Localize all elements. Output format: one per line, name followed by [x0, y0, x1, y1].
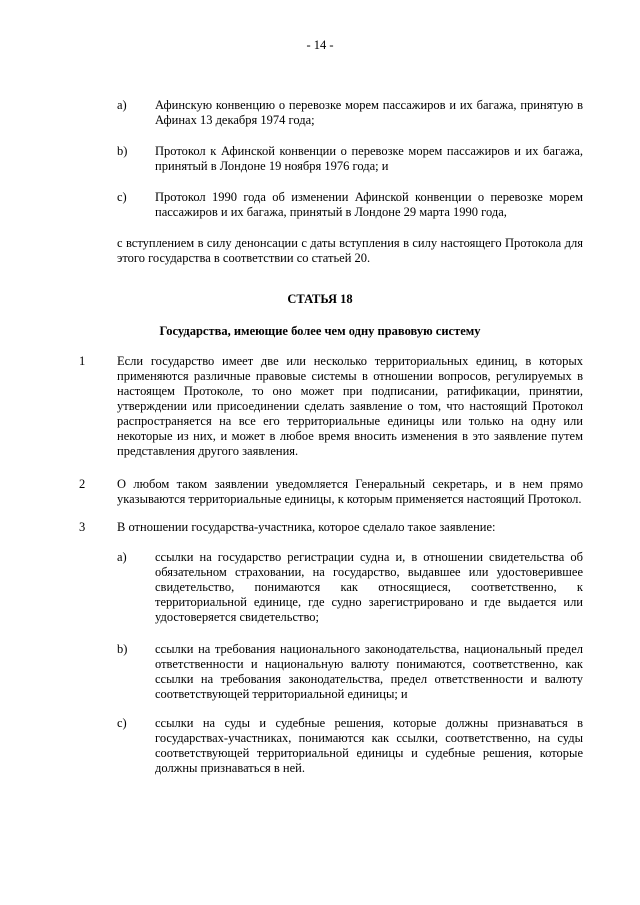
article-title: СТАТЬЯ 18 [287, 292, 353, 306]
paragraph-number: 1 [79, 354, 86, 368]
paragraph-number: 2 [79, 477, 86, 491]
sub-list-marker: c) [117, 716, 127, 730]
paragraph-text: Если государство имеет две или несколько территориальных единиц, в которых применяются различные правовые системы в отношении вопросов, регулируемых в настоящем Протоколе, то оно может при подписании, ратификации, принятии, утверждении или присоединении сделать заявление о том, что настоящий Протокол распространяется на все его территориальные единицы или только на одну или некоторые из них, и может в любое время вносить изменения в это заявление путем представления другого заявления. [117, 354, 583, 458]
sub-list-item-text: ссылки на государство регистрации судна и, в отношении свидетельства об обязательном страховании, на государство, выдавшее или удостоверившее свидетельство, понимаются как относящиеся, соответственно, к территориальной единице, где судно зарегистрировано и где выдается или удостоверяется свидетельство; [155, 550, 583, 624]
sub-list-item-text: ссылки на суды и судебные решения, которые должны признаваться в государствах-участниках, понимаются как ссылки, соответственно, на суды соответствующей территориальной единицы и судебные решения, которые должны признаваться в ней. [155, 716, 583, 775]
list-item-text: Протокол к Афинской конвенции о перевозке морем пассажиров и их багажа, принятый в Лондоне 19 ноября 1976 года; и [155, 144, 583, 173]
paragraph-text: В отношении государства-участника, которое сделало такое заявление: [117, 520, 496, 534]
list-marker: c) [117, 190, 127, 204]
list-item-text: Афинскую конвенцию о перевозке морем пассажиров и их багажа, принятую в Афинах 13 декабря 1974 года; [155, 98, 583, 127]
list-marker: b) [117, 144, 128, 158]
closing-paragraph: с вступлением в силу денонсации с даты вступления в силу настоящего Протокола для этого государства в соответствии со статьей 20. [117, 236, 583, 265]
sub-list-marker: a) [117, 550, 127, 564]
page-number: - 14 - [306, 38, 334, 52]
paragraph-text: О любом таком заявлении уведомляется Генеральный секретарь, и в нем прямо указываются территориальные единицы, к которым применяется настоящий Протокол. [117, 477, 583, 506]
sub-list-marker: b) [117, 642, 128, 656]
list-marker: a) [117, 98, 127, 112]
sub-list-item-text: ссылки на требования национального законодательства, национальный предел ответственности и национальную валюту понимаются, соответственно, как ссылки на требования законодательства, предел ответственности и валюту соответствующей территориальной единицы; и [155, 642, 583, 701]
list-item-text: Протокол 1990 года об изменении Афинской конвенции о перевозке морем пассажиров и их багажа, принятый в Лондоне 29 марта 1990 года, [155, 190, 583, 219]
article-subtitle: Государства, имеющие более чем одну правовую систему [159, 324, 481, 338]
paragraph-number: 3 [79, 520, 86, 534]
